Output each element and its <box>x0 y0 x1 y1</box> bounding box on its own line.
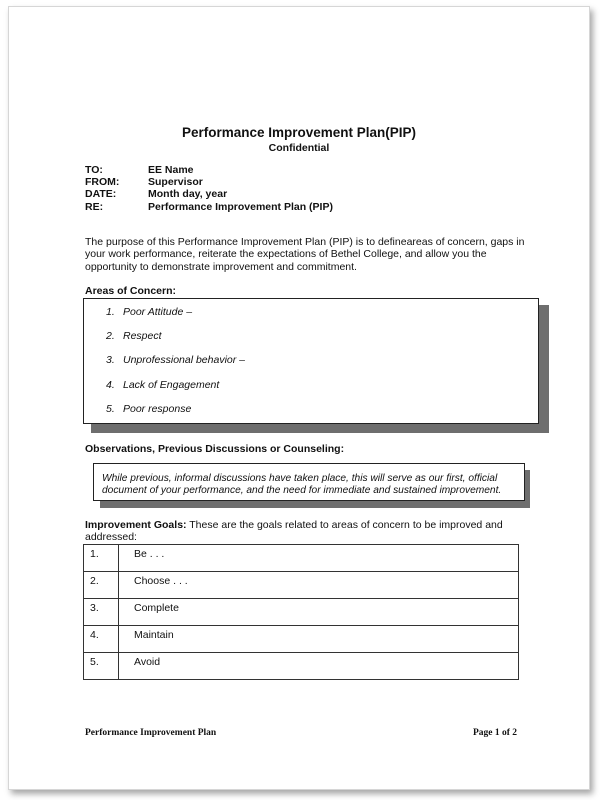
goals-heading: Improvement Goals: <box>85 519 187 531</box>
memo-header <box>85 164 333 213</box>
memo-row-re <box>85 201 333 213</box>
purpose-paragraph: The purpose of this Performance Improvement Plan (PIP) is to defineareas of concern, gaps in your work performance, reiterate the expectations of Bethel College, and allow you the opportunity to demonstrate improvement and commitment. <box>85 236 525 273</box>
memo-row-to <box>85 164 333 176</box>
memo-label: TO: <box>85 164 103 176</box>
memo-value: EE Name <box>148 164 194 176</box>
concern-item: 1. Poor Attitude – <box>106 306 193 318</box>
memo-value: Supervisor <box>148 176 203 189</box>
concern-item: 3. Unprofessional behavior – <box>106 354 245 367</box>
memo-value: Month day, year <box>148 188 228 201</box>
concern-item: 2. Respect <box>106 330 162 343</box>
memo-label: DATE: <box>85 188 117 201</box>
memo-row-date <box>85 188 333 200</box>
document-page <box>8 6 590 790</box>
goals-intro-text: These are the goals related to areas of concern to be improved and addressed: <box>85 519 503 544</box>
document-title: Performance Improvement Plan(PIP) <box>181 125 417 140</box>
footer-title: Performance Improvement Plan <box>85 728 217 738</box>
table-row: 1. Be . . . <box>84 545 519 572</box>
memo-row-from <box>85 176 333 188</box>
table-row: 5. Avoid <box>84 653 519 680</box>
page-number: Page 1 of 2 <box>473 728 518 738</box>
memo-value: Performance Improvement Plan (PIP) <box>148 200 333 213</box>
observations-box: While previous, informal discussions have taken place, this will serve as our first, official document of your performance, and the need for immediate and sustained improvement. <box>93 463 525 501</box>
concerns-box <box>83 298 539 424</box>
document-subtitle: Confidential <box>268 142 330 154</box>
concerns-heading: Areas of Concern: <box>85 285 177 297</box>
goals-intro <box>85 519 525 544</box>
goals-table <box>83 544 519 680</box>
memo-label: RE: <box>85 200 104 213</box>
observations-heading: Observations, Previous Discussions or Counseling: <box>85 443 345 455</box>
concern-item: 5. Poor response <box>106 402 192 415</box>
table-row: 4. Maintain <box>84 626 519 653</box>
memo-label: FROM: <box>85 176 120 189</box>
table-row: 2. Choose . . . <box>84 572 519 599</box>
concerns-list <box>106 306 245 427</box>
table-row: 3. Complete <box>84 599 519 626</box>
concern-item: 4. Lack of Engagement <box>106 378 220 391</box>
